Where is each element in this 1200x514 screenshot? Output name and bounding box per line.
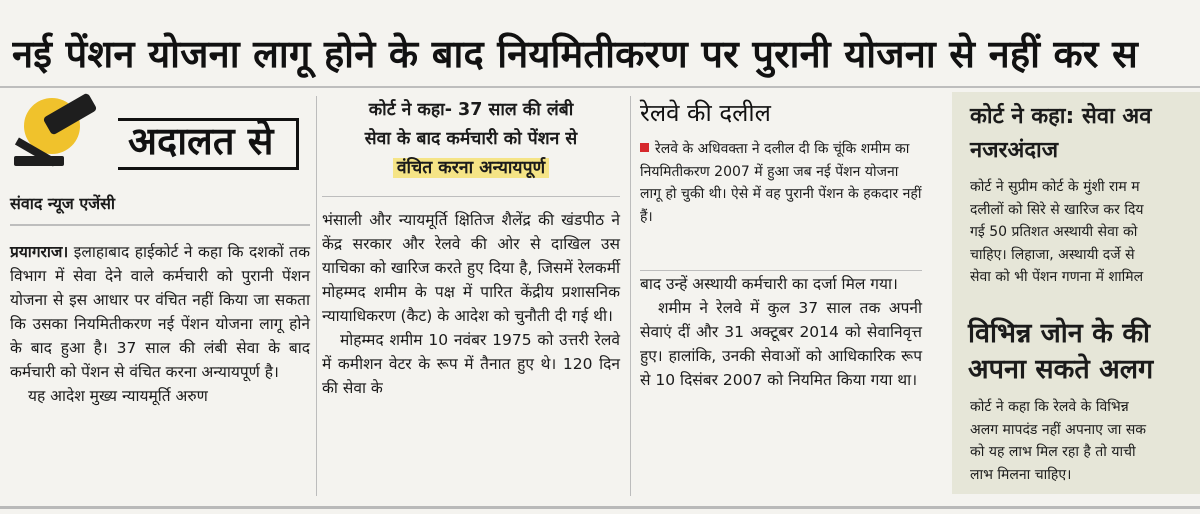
article-column-2 [322,208,620,400]
sidebar-heading: कोर्ट ने कहा: सेवा अव नजरअंदाज [970,104,1152,163]
article-column-3 [640,272,922,392]
paragraph: भंसाली और न्यायमूर्ति क्षितिज शैलेंद्र की खंडपीठ ने केंद्र सरकार और रेलवे की ओर से दाखिल उस याचिका को खारिज करते हुए दिया है, जिसमें रेलकर्मी मोहम्मद शमीम के पक्ष में पारित केंद्रीय प्रशासनिक न्यायाधिकरण (कैट) के आदेश को चुनौती दी गई थी। [322,211,620,325]
paragraph: प्रयागराज। इलाहाबाद हाईकोर्ट ने कहा कि दशकों तक विभाग में सेवा देने वाले कर्मचारी को पुरानी पेंशन योजना से इस आधार पर वंचित नहीं किया जा सकता कि उसका नियमितीकरण नई पेंशन योजना लागू होने के बाद हुआ है। 37 साल की लंबी सेवा के बाद कर्मचारी को पेंशन से वंचित करना अन्यायपूर्ण है। [10,243,310,381]
sidebar-box [952,92,1200,494]
dateline: प्रयागराज। [10,243,69,261]
highlighted-text: वंचित करना अन्यायपूर्ण [393,158,549,178]
railway-argument-box: रेलवे के अधिवक्ता ने दलील दी कि चूंकि शमीम का नियमितीकरण 2007 में हुआ जब नई पेंशन योजना लागू हो चुकी थी। ऐसे में वह पुरानी पेंशन के हकदार नहीं हैं। [640,141,922,225]
paragraph: बाद उन्हें अस्थायी कर्मचारी का दर्जा मिल गया। [640,275,898,293]
red-square-bullet-icon [640,143,649,152]
article-column-1 [10,240,310,408]
column-divider [640,270,922,271]
column-divider [10,224,310,226]
agency-credit: संवाद न्यूज एजेंसी [10,194,116,213]
paragraph: मोहम्मद शमीम 10 नवंबर 1975 को उत्तरी रेलवे में कमीशन वेटर के रूप में तैनात हुए थे। 120 दिन की सेवा के [322,331,620,397]
sidebar-text: कोर्ट ने सुप्रीम कोर्ट के मुंशी राम म दलीलों को सिरे से खारिज कर दिय गई 50 प्रतिशत अस्थायी सेवा को चाहिए। लिहाजा, अस्थायी दर्जे से सेवा को भी पेंशन गणना में शामिल [970,179,1144,285]
section-heading: रेलवे की दलील [640,99,771,127]
adalat-se-logo [10,96,310,172]
subheadline: कोर्ट ने कहा- 37 साल की लंबी सेवा के बाद कर्मचारी को पेंशन से वंचित करना अन्यायपूर्ण [364,100,578,178]
bottom-divider [0,506,1200,509]
paragraph: शमीम ने रेलवे में कुल 37 साल तक अपनी सेवाएं दीं और 31 अक्टूबर 2014 को सेवानिवृत्त हुए। हालांकि, उनकी सेवाओं को आधिकारिक रूप से 10 दिसंबर 2007 को नियमित किया गया था। [640,299,922,389]
paragraph: यह आदेश मुख्य न्यायमूर्ति अरुण [28,387,208,405]
headline-divider [0,86,1200,88]
column-separator [316,96,317,496]
column-separator [630,96,631,496]
gavel-base-icon [14,156,64,166]
logo-text: अदालत से [128,119,274,163]
column-divider [322,196,620,197]
main-headline: नई पेंशन योजना लागू होने के बाद नियमितीकरण पर पुरानी योजना से नहीं कर स [12,32,1138,76]
sidebar-text: कोर्ट ने कहा कि रेलवे के विभिन्न अलग मापदंड नहीं अपनाए जा सक को यह लाभ मिल रहा है तो याची लाभ मिलना चाहिए। [970,399,1147,483]
sidebar-big-heading: विभिन्न जोन के की अपना सकते अलग [968,318,1154,385]
